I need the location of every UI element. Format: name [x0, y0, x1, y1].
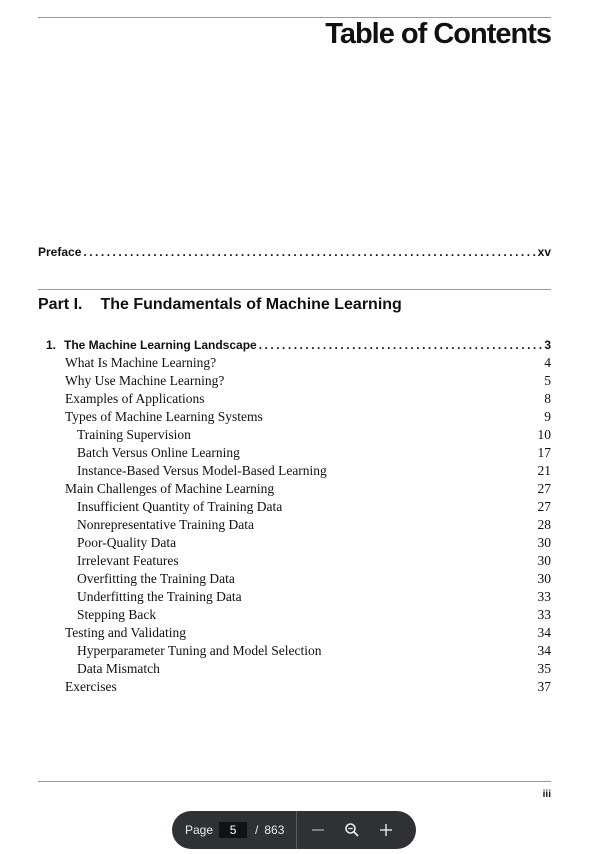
entry-label: Stepping Back — [77, 607, 157, 622]
entry-page: 37 — [537, 679, 551, 694]
toc-subentry[interactable] — [65, 498, 551, 516]
entry-label: Insufficient Quantity of Training Data — [77, 499, 283, 514]
toc-entry[interactable] — [65, 678, 551, 696]
toc-subentry[interactable] — [65, 660, 551, 678]
zoom-out-button[interactable] — [305, 817, 331, 843]
entry-page: 21 — [537, 463, 551, 478]
entry-label: Types of Machine Learning Systems — [65, 409, 263, 424]
entry-page: 34 — [537, 625, 551, 640]
preface-page: xv — [537, 245, 551, 259]
total-pages: 863 — [264, 823, 285, 837]
dot-leader — [259, 338, 543, 352]
entry-label: Poor-Quality Data — [77, 535, 177, 550]
entry-page: 35 — [537, 661, 551, 676]
toc-chapter-row[interactable] — [46, 338, 551, 352]
page-number-footer: iii — [542, 789, 551, 800]
toc-entries — [65, 354, 551, 696]
entry-page: 17 — [537, 445, 551, 460]
toc-subentry[interactable] — [65, 570, 551, 588]
part-rule — [38, 289, 551, 290]
entry-label: Overfitting the Training Data — [77, 571, 235, 586]
page-title: Table of Contents — [325, 18, 551, 50]
entry-label: Why Use Machine Learning? — [65, 373, 225, 388]
chapter-title: The Machine Learning Landscape — [64, 338, 257, 352]
entry-label: Main Challenges of Machine Learning — [65, 481, 275, 496]
toolbar-divider — [296, 811, 297, 849]
page-number-input[interactable]: 5 — [219, 822, 247, 838]
entry-label: Underfitting the Training Data — [77, 589, 242, 604]
pdf-viewer-toolbar — [172, 811, 416, 849]
entry-label: Testing and Validating — [65, 625, 187, 640]
entry-page: 27 — [537, 499, 551, 514]
dot-leader — [83, 245, 535, 259]
entry-page: 33 — [537, 589, 551, 604]
entry-page: 30 — [537, 535, 551, 550]
chapter-page: 3 — [544, 338, 551, 352]
entry-page: 8 — [544, 391, 551, 406]
entry-label: Examples of Applications — [65, 391, 205, 406]
toc-subentry[interactable] — [65, 606, 551, 624]
toc-entry[interactable] — [65, 354, 551, 372]
entry-label: Batch Versus Online Learning — [77, 445, 240, 460]
toc-entry[interactable] — [65, 372, 551, 390]
entry-page: 10 — [537, 427, 551, 442]
entry-label: What Is Machine Learning? — [65, 355, 217, 370]
entry-page: 34 — [537, 643, 551, 658]
page-separator: / — [255, 823, 259, 837]
entry-page: 27 — [537, 481, 551, 496]
entry-page: 30 — [537, 571, 551, 586]
entry-page: 30 — [537, 553, 551, 568]
entry-label: Data Mismatch — [77, 661, 160, 676]
entry-label: Training Supervision — [77, 427, 191, 442]
entry-page: 9 — [544, 409, 551, 424]
toc-subentry[interactable] — [65, 588, 551, 606]
plus-icon — [379, 823, 393, 837]
entry-page: 28 — [537, 517, 551, 532]
toc-preface-row[interactable] — [38, 245, 551, 259]
chapter-number: 1. — [46, 338, 57, 352]
toc-subentry[interactable] — [65, 552, 551, 570]
page-label: Page — [185, 823, 214, 837]
toc-subentry[interactable] — [65, 642, 551, 660]
toc-entry[interactable] — [65, 624, 551, 642]
part-title: The Fundamentals of Machine Learning — [100, 296, 402, 313]
entry-label: Exercises — [65, 679, 117, 694]
entry-page: 5 — [544, 373, 551, 388]
magnifier-icon — [344, 822, 360, 838]
toc-subentry[interactable] — [65, 444, 551, 462]
entry-label: Nonrepresentative Training Data — [77, 517, 254, 532]
toc-entry[interactable] — [65, 390, 551, 408]
part-number: Part I. — [38, 296, 83, 313]
minus-icon — [311, 823, 325, 837]
toc-subentry[interactable] — [65, 426, 551, 444]
zoom-button[interactable] — [339, 817, 365, 843]
part-heading — [38, 296, 402, 314]
toc-entry[interactable] — [65, 480, 551, 498]
preface-label: Preface — [38, 245, 82, 259]
toc-subentry[interactable] — [65, 516, 551, 534]
entry-page: 33 — [537, 607, 551, 622]
entry-page: 4 — [544, 355, 551, 370]
entry-label: Irrelevant Features — [77, 553, 179, 568]
zoom-in-button[interactable] — [373, 817, 399, 843]
toc-subentry[interactable] — [65, 462, 551, 480]
toc-subentry[interactable] — [65, 534, 551, 552]
footer-rule — [38, 781, 551, 782]
entry-label: Hyperparameter Tuning and Model Selection — [77, 643, 322, 658]
toc-entry[interactable] — [65, 408, 551, 426]
entry-label: Instance-Based Versus Model-Based Learning — [77, 463, 327, 478]
